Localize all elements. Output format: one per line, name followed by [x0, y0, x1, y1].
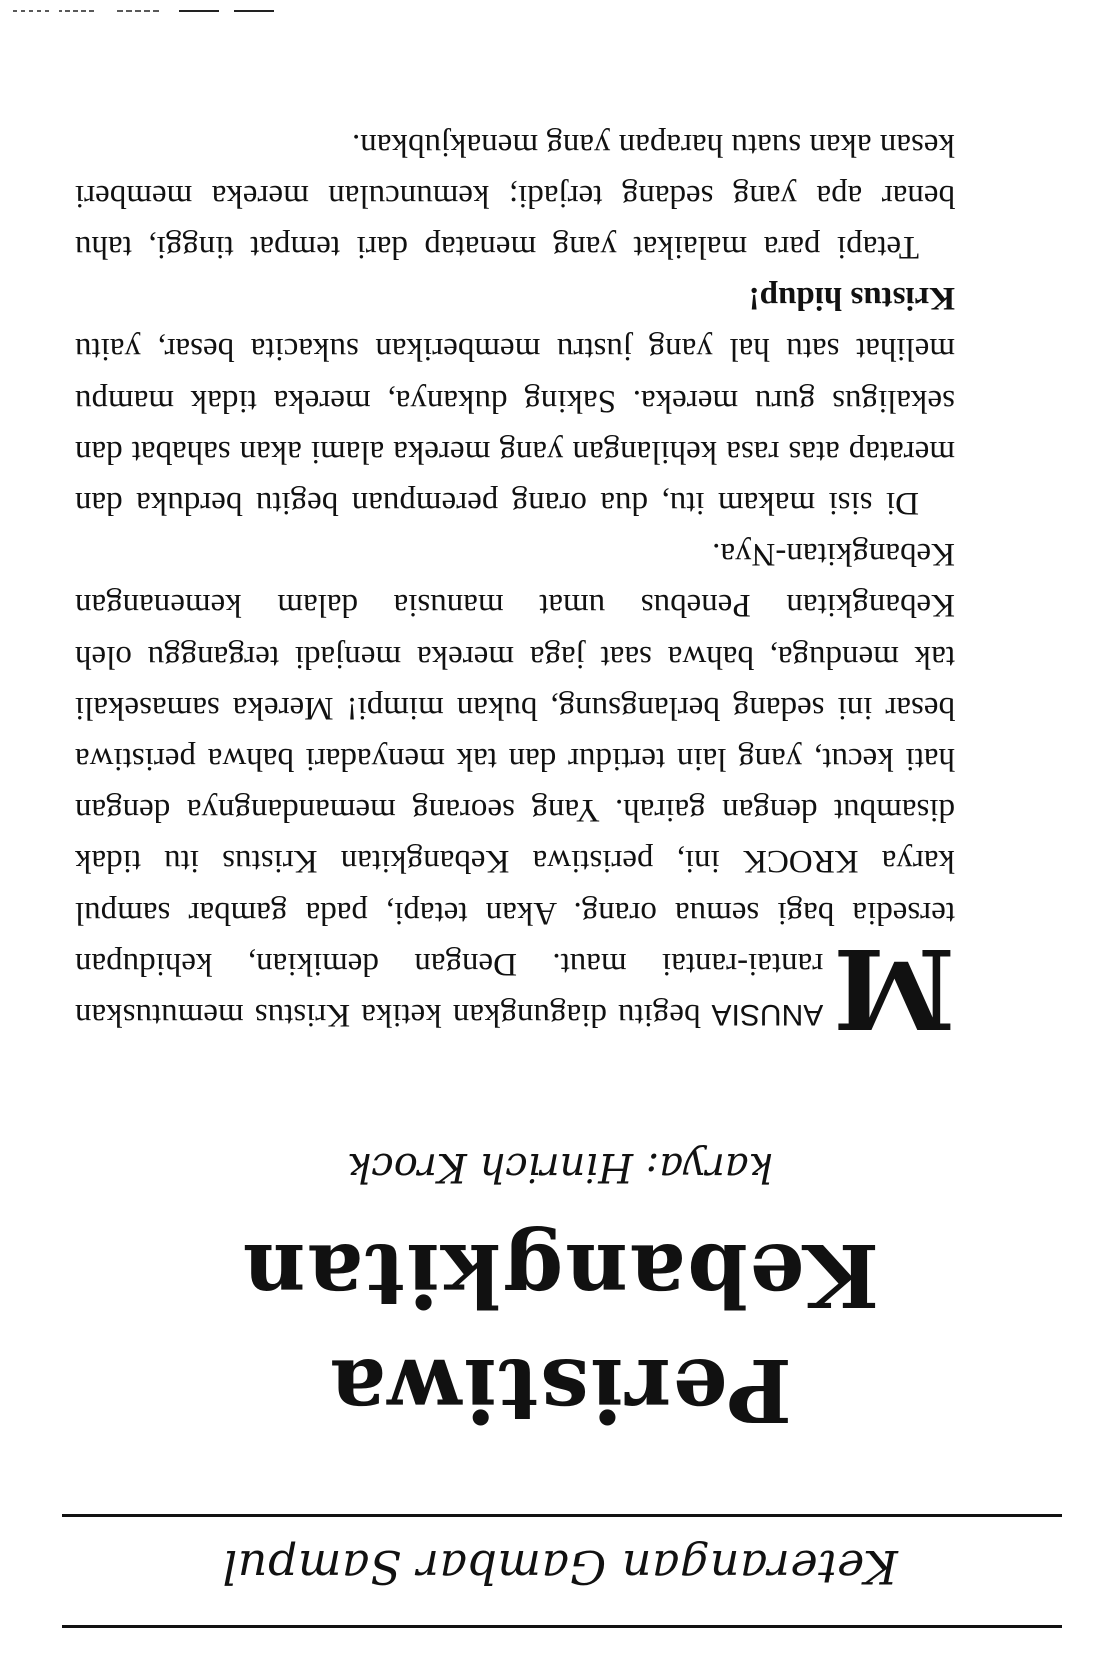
paragraph-1-lead: ANUSIA [711, 998, 824, 1031]
paragraph-2-bold: Kristus hidup! [748, 280, 955, 317]
paragraph-2 [75, 272, 955, 528]
drop-cap: M [833, 924, 955, 1053]
section-label: Keterangan Gambar Sampul [222, 1540, 898, 1594]
paragraph-1 [75, 528, 955, 1053]
bottom-rule [62, 1514, 1062, 1517]
paragraph-2-text: Di sisi makam itu, dua orang perempuan begitu berduka dan meratap atas rasa kehilangan yang mereka alami akan sahabat dan sekaligus guru mereka. Saking dukanya, mereka tidak mampu melihat satu hal yang justru memberikan sukacita besar, yaitu [75, 331, 955, 521]
title-line-2: Kebangkitan [240, 1224, 880, 1325]
article-body [75, 118, 955, 1053]
corner-dash-marks [4, 6, 274, 16]
paragraph-1-text: begitu diagungkan ketika Kristus memutuskan rantai-rantai maut. Dengan demikian, kehidupan tersedia bagi semua orang. Akan tetapi, pada gambar sampul karya KROCK ini, peristiwa Kebangkitan Kristus itu tidak disambut dengan gairah. Yang seorang memandangnya dengan hati kecut, yang lain tertidur dan tak menyadari bahwa peristiwa besar ini sedang berlangsung, bukan mimpi! Mereka samasekali tak menduga, bahwa saat jaga mereka menjadi terganggu oleh Kebangkitan Penebus umat manusia dalam kemenangan Kebangkitan-Nya. [75, 536, 955, 1033]
top-rule [62, 1625, 1062, 1628]
author-credit: karya: Hinrich Krock [347, 1144, 773, 1190]
paragraph-3: Tetapi para malaikat yang menatap dari tempat tinggi, tahu benar apa yang sedang terjadi; kemunculan mereka memberi kesan akan suatu harapan yang menakjubkan. [75, 126, 955, 265]
title-line-1: Peristiwa [328, 1339, 792, 1440]
